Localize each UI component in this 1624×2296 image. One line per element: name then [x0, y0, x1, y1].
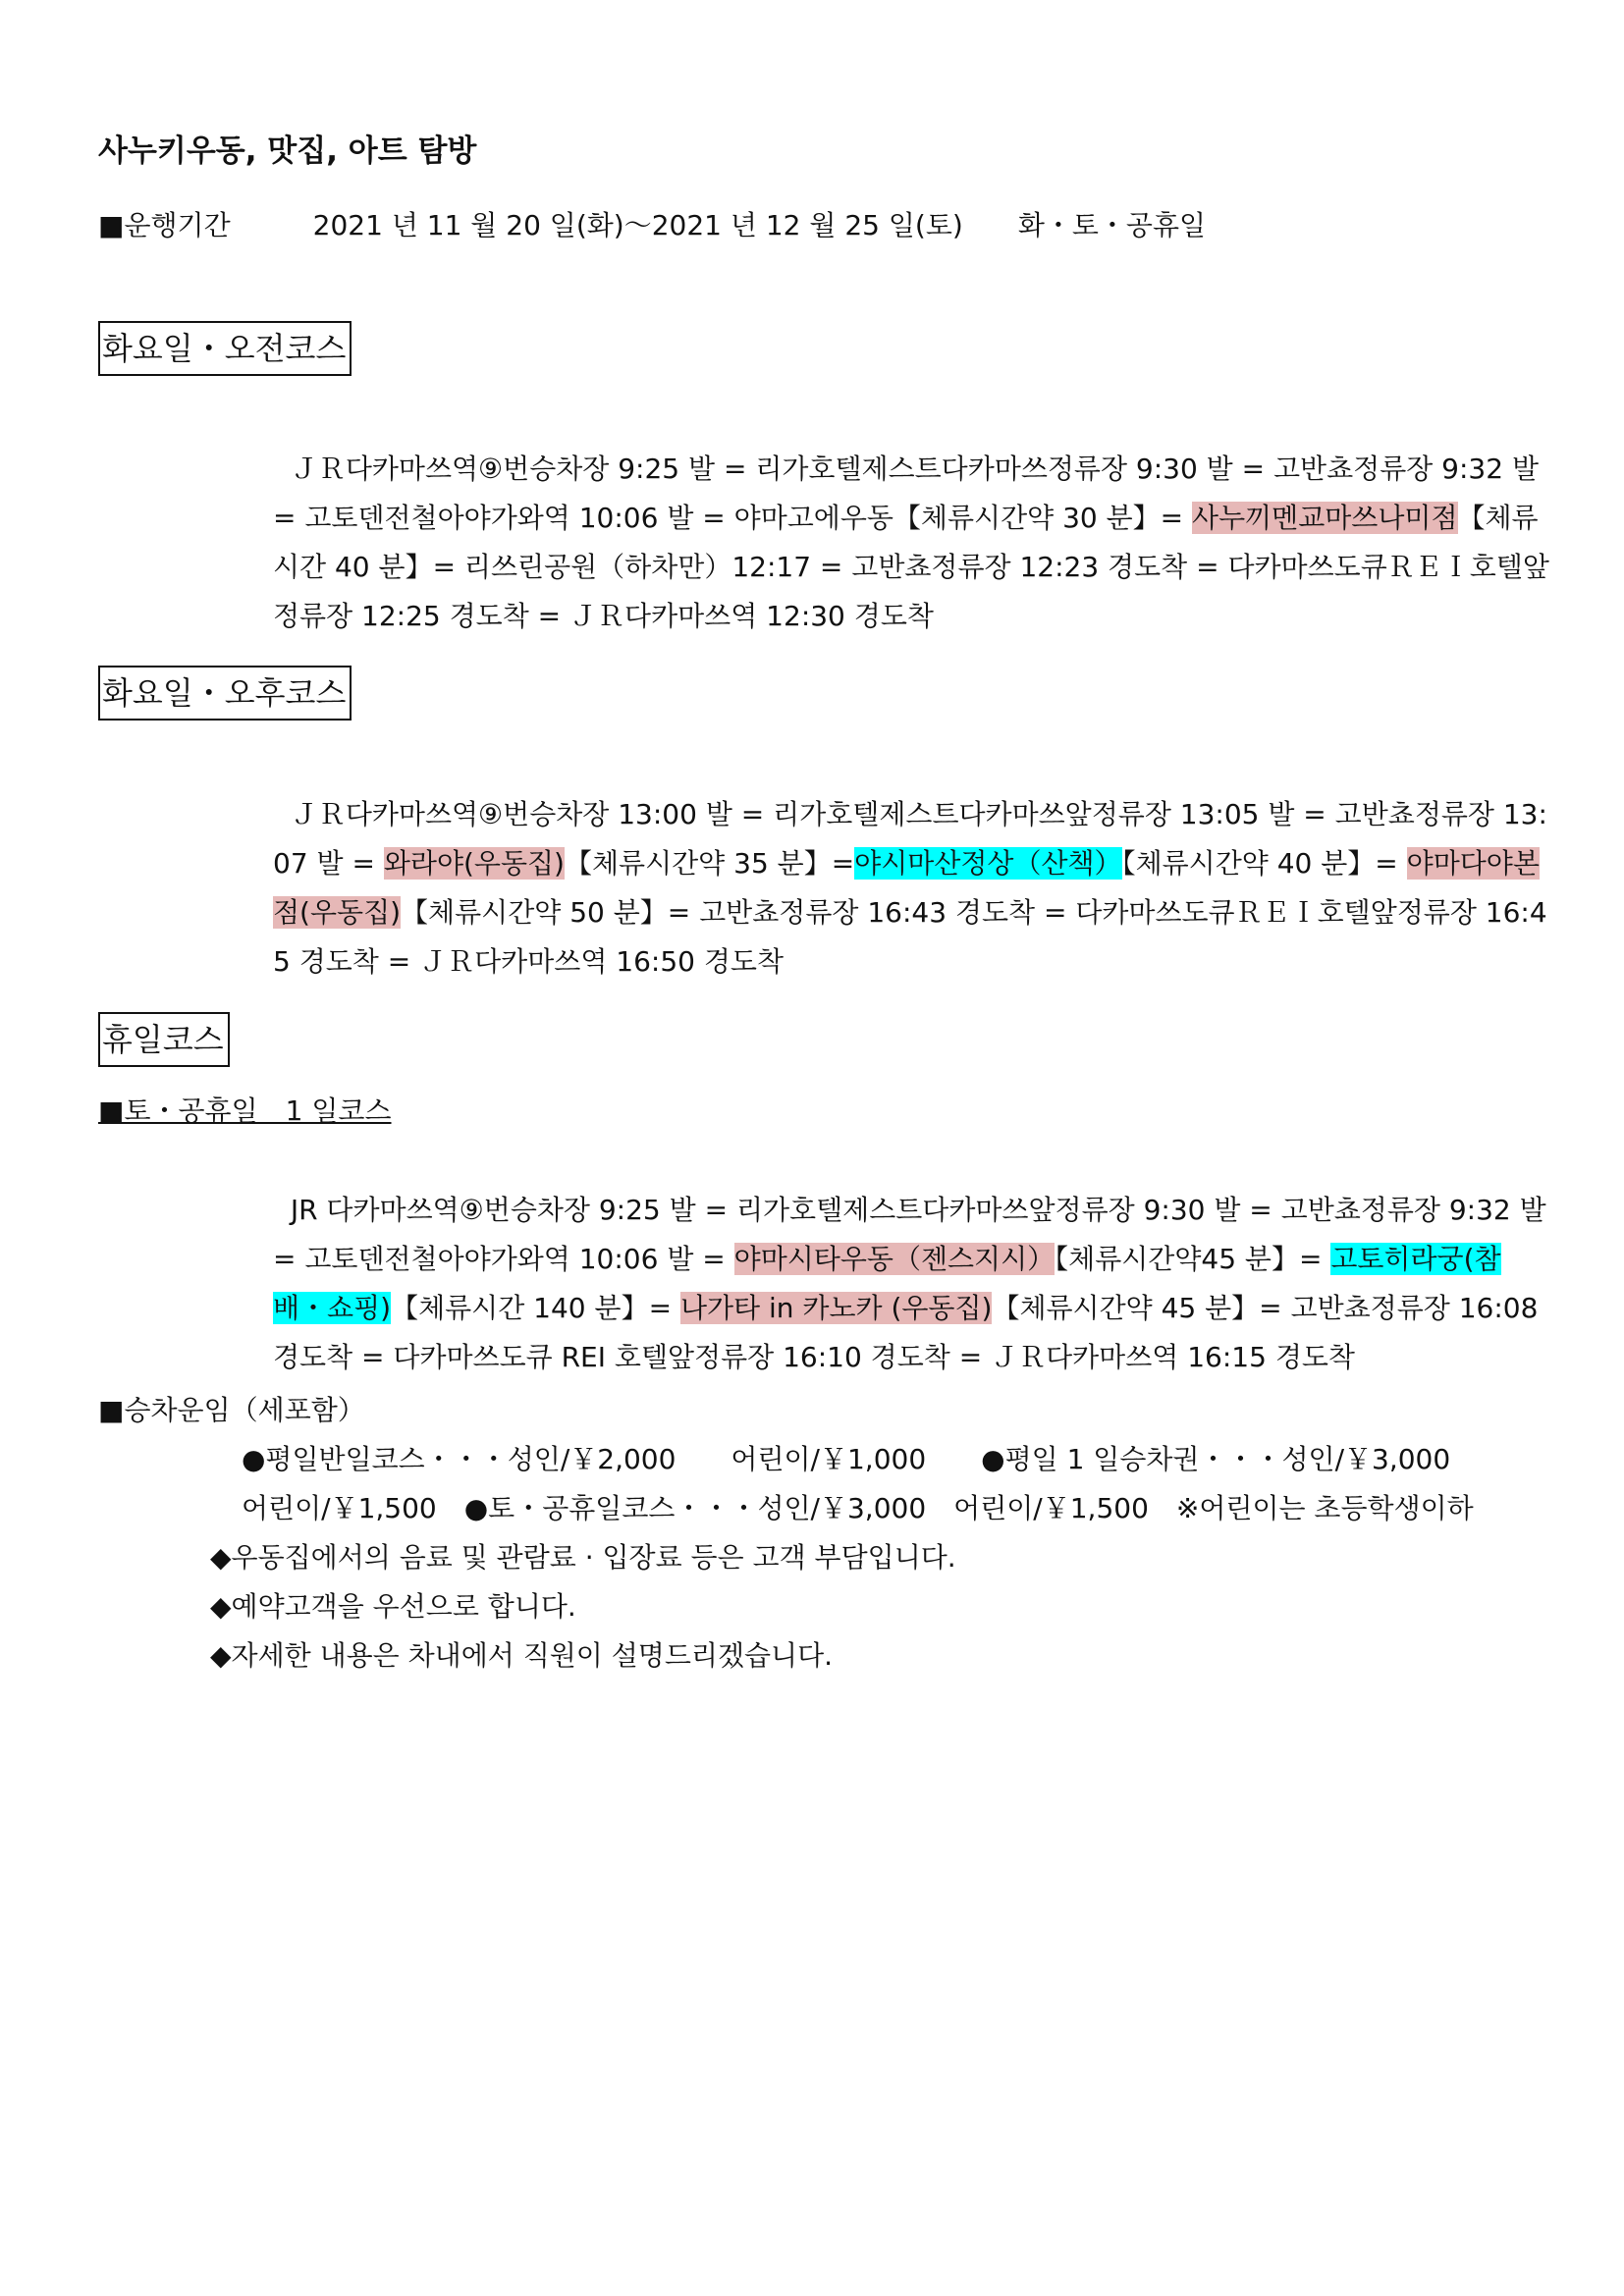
route-segment: 【체류시간약 40 분】= [1121, 847, 1407, 880]
route-segment: JR 다카마쓰역⑨번승차장 9:25 발 = 리가호텔제스트다카마쓰앞정류장 9:30 발 = 고반쵸정류장 9:32 발 = 고토덴전철아야가와역 10:06 발 = [273, 1194, 1555, 1275]
route-segment: ＪＲ다카마쓰역⑨번승차장 9:25 발 = 리가호텔제스트다카마쓰정류장 9:30 발 = 고반쵸정류장 9:32 발 = 고토덴전철아야가와역 10:06 발 = 야마고에우동【체류시간약 30 분】= [273, 453, 1547, 534]
fares-line-2: 어린이/￥1,500 ●토・공휴일코스・・・성인/￥3,000 어린이/￥1,500 ※어린이는 초등학생이하 [242, 1492, 1474, 1524]
afternoon-course-route [273, 741, 1549, 987]
page-title: 사누키우동, 맛집, 아트 탐방 [98, 133, 477, 169]
fares-heading: ■승차운임（세포함） [98, 1394, 365, 1426]
route-segment: 【체류시간약45 분】= [1055, 1243, 1331, 1275]
period-dates: 2021 년 11 월 20 일(화)～2021 년 12 월 25 일(토) [312, 209, 963, 241]
route-segment-highlight: 야마시타우동（젠스지시） [733, 1243, 1056, 1275]
route-segment: ＪＲ다카마쓰역⑨번승차장 13:00 발 = 리가호텔제스트다카마쓰앞정류장 13:05 발 = 고반쵸정류장 13:07 발 = [273, 798, 1547, 880]
holiday-course-subheading: ■토・공휴일 1 일코스 [98, 1095, 392, 1127]
afternoon-course-heading: 화요일・오후코스 [98, 666, 352, 721]
route-segment-highlight: 야시마산정상（산책） [854, 847, 1122, 880]
period-label: ■운행기간 [98, 209, 231, 241]
route-segment-highlight: 사누끼멘교마쓰나미점 [1192, 502, 1458, 534]
fares-note: ◆자세한 내용은 차내에서 직원이 설명드리겠습니다. [210, 1639, 834, 1672]
route-segment-highlight: 고토히라궁(참배・쇼핑) [273, 1243, 1501, 1324]
holiday-course-route [273, 1137, 1555, 1382]
route-segment: 【체류시간 140 분】= [391, 1292, 680, 1324]
route-segment: 【체류시간약 35 분】= [564, 847, 855, 880]
route-segment: 【체류시간약 45 분】= 고반쵸정류장 16:08 경도착 = 다카마쓰도큐 REI 호텔앞정류장 16:10 경도착 = ＪＲ다카마쓰역 16:15 경도착 [273, 1292, 1547, 1373]
fares-note: ◆우동집에서의 음료 및 관람료 · 입장료 등은 고객 부담입니다. [210, 1541, 956, 1574]
route-segment: 【체류시간 40 분】= 리쓰린공원（하차만）12:17 = 고반쵸정류장 12:23 경도착 = 다카마쓰도큐ＲＥＩ호텔앞정류장 12:25 경도착 = ＪＲ다카마쓰역 12:30 경도착 [273, 502, 1549, 632]
operation-period [98, 204, 1206, 243]
period-days: 화・토・공휴일 [1017, 209, 1207, 241]
route-segment: 【체류시간약 50 분】= 고반쵸정류장 16:43 경도착 = 다카마쓰도큐ＲＥＩ호텔앞정류장 16:45 경도착 = ＪＲ다카마쓰역 16:50 경도착 [273, 896, 1547, 978]
route-segment-highlight: 나가타 in 카노카 (우동집) [679, 1292, 993, 1324]
route-segment-highlight: 와라야(우동집) [383, 847, 565, 880]
holiday-course-heading: 휴일코스 [98, 1012, 230, 1067]
fares-line-1: ●평일반일코스・・・성인/￥2,000 어린이/￥1,000 ●평일 1 일승차권・・・성인/￥3,000 [242, 1443, 1451, 1475]
morning-course-route [273, 396, 1549, 641]
route-segment-highlight: 야마다야본점(우동집) [273, 847, 1540, 929]
fares-note: ◆예약고객을 우선으로 합니다. [210, 1590, 576, 1623]
morning-course-heading: 화요일・오전코스 [98, 321, 352, 376]
